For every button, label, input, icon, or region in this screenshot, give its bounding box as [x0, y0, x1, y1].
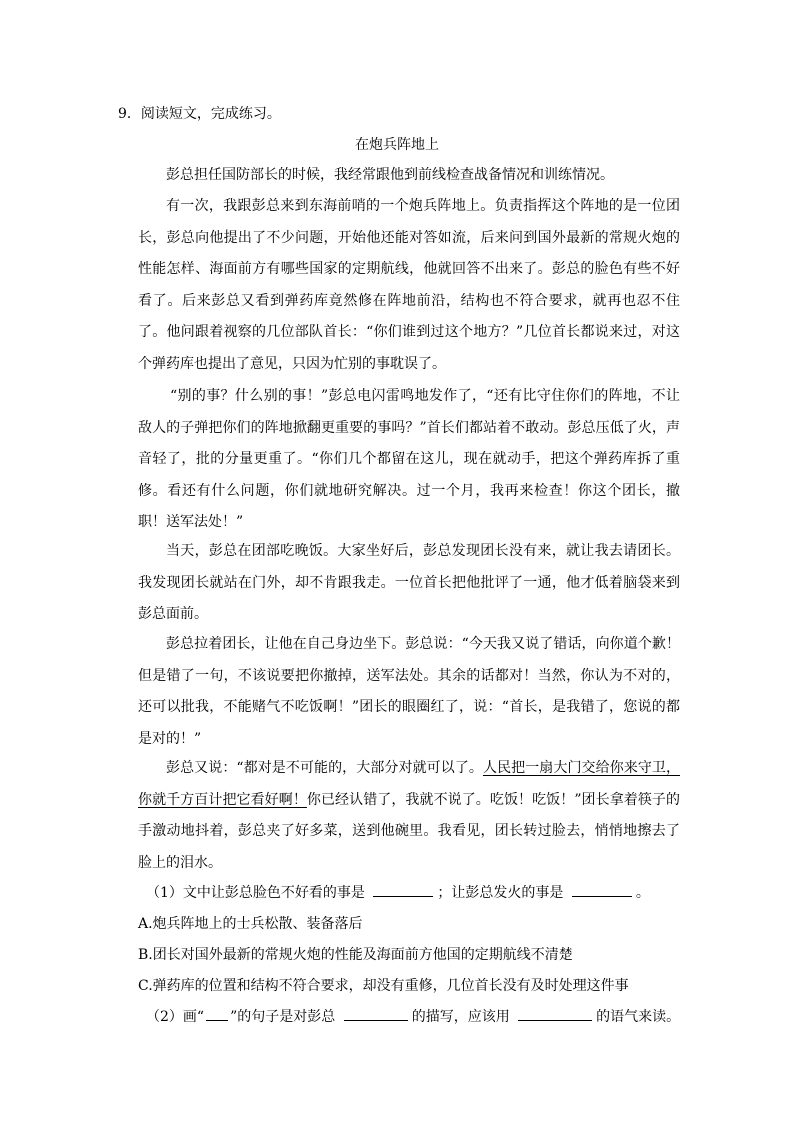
paragraph-5: 彭总拉着团长，让他在自己身边坐下。彭总说：“今天我又说了错话，向你道个歉！但是错了一句，不该说要把你撤掉，送军法处。其余的话都对！当然，你认为不对的，还可以批我，不能赌气不吃饭啊！”团长的眼圈红了，说：“首长，是我错了，您说的都是对的！” — [138, 636, 680, 747]
paragraph-1: 彭总担任国防部长的时候，我经常跟他到前线检查战备情况和训练情况。 — [166, 167, 614, 183]
paragraph-3: “别的事？什么别的事！”彭总电闪雷鸣地发作了，“还有比守住你们的阵地，不让敌人的子弹把你们的阵地掀翻更重要的事吗？”首长们都站着不敢动。彭总压低了火，声音轻了，批的分量更重了。“你们几个都留在这儿，现在就动手，把这个弹药库拆了重修。看还有什么问题，你们就地研究解决。过一个月，我再来检查！你这个团长，撤职！送军法处！” — [138, 388, 680, 531]
answer-blank-1[interactable] — [373, 882, 433, 897]
underline-sample — [206, 1006, 228, 1021]
answer-blank-4[interactable] — [518, 1006, 592, 1021]
option-b: B.团长对国外最新的常规火炮的性能及海面前方他国的定期航线不清楚 — [138, 947, 573, 963]
paragraph-2: 有一次，我跟彭总来到东海前哨的一个炮兵阵地上。负责指挥这个阵地的是一位团长，彭总向他提出了不少问题，开始他还能对答如流，后来问到国外最新的常规火炮的性能怎样、海面前方有哪些国家的定期航线，他就回答不出来了。彭总的脸色有些不好看了。后来彭总又看到弹药库竟然修在阵地前沿，结构也不符合要求，就再也忍不住了。他问跟着视察的几位部队首长：“你们谁到过这个地方？”几位首长都说来过，对这个弹药库也提出了意见，只因为忙别的事耽误了。 — [138, 198, 680, 372]
question-2-text-b: ”的句子是对彭总 — [230, 1009, 336, 1025]
question-1 — [146, 881, 650, 905]
passage-title: 在炮兵阵地上 — [355, 137, 439, 153]
question-2 — [146, 1005, 680, 1029]
option-a: A.炮兵阵地上的士兵松散、装备落后 — [138, 916, 363, 932]
underlined-sentence: 人民把一扇大门交给你来守卫，你就千方百计把它看好啊！ — [138, 760, 681, 808]
paragraph-6-after: 你已经认错了，我就不说了。吃饭！吃饭！”团长拿着筷子的手激动地抖着，彭总夹了好多菜，送到他碗里。我看见，团长转过脸去，悄悄地擦去了脸上的泪水。 — [138, 791, 681, 871]
question-2-text-d: 的语气来读。 — [596, 1009, 681, 1025]
answer-blank-2[interactable] — [572, 882, 632, 897]
option-c: C.弹药库的位置和结构不符合要求，却没有重修，几位首长没有及时处理这件事 — [138, 978, 629, 994]
question-2-text-c: 的描写，应该用 — [411, 1009, 510, 1025]
paragraph-6-before: 彭总又说：“都对是不可能的，大部分对就可以了。 — [166, 760, 483, 776]
question-number: 9．阅读短文，完成练习。 — [118, 106, 281, 122]
paragraph-6 — [138, 753, 680, 879]
answer-blank-3[interactable] — [344, 1006, 408, 1021]
question-1-text-a: （1）文中让彭总脸色不好看的事是 — [146, 885, 365, 901]
question-1-text-b: ；让彭总发火的事是 — [437, 885, 564, 901]
question-1-text-c: 。 — [635, 885, 650, 901]
paragraph-4: 当天，彭总在团部吃晚饭。大家坐好后，彭总发现团长没有来，就让我去请团长。我发现团长就站在门外，却不肯跟我走。一位首长把他批评了一通，他才低着脑袋来到彭总面前。 — [138, 543, 680, 623]
question-2-text-a: （2）画“ — [146, 1009, 205, 1025]
